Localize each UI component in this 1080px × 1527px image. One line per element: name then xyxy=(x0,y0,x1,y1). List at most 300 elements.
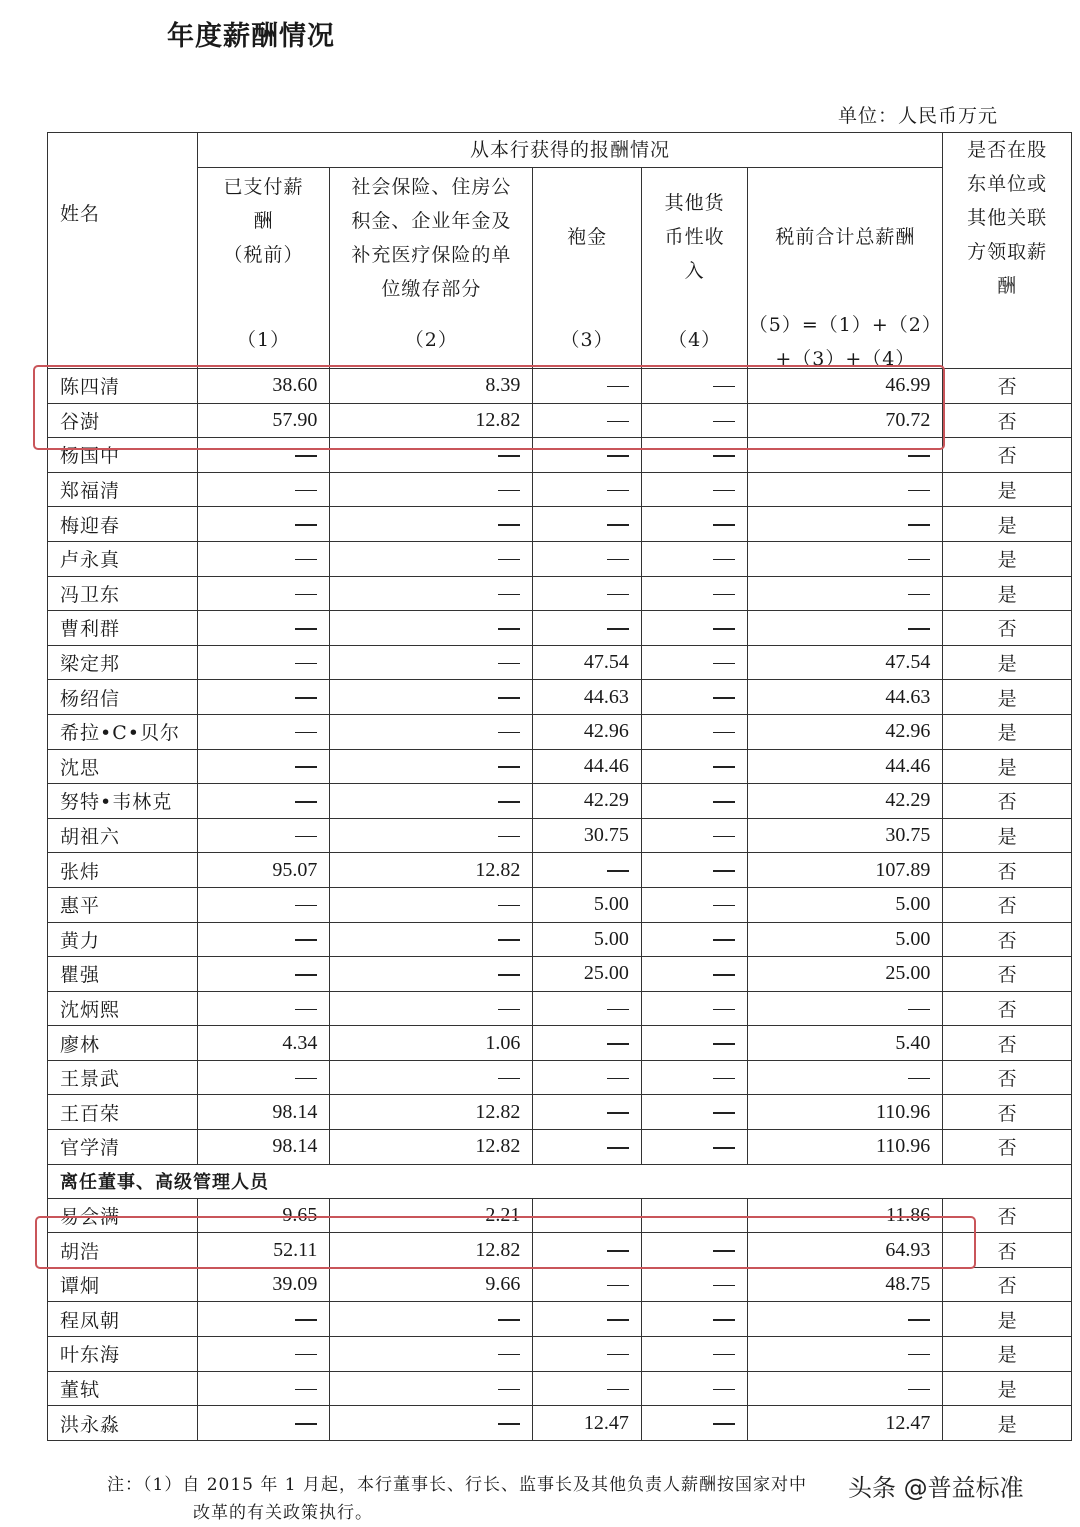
cell-name: 郑福清 xyxy=(48,472,198,507)
dash-placeholder xyxy=(295,1078,317,1080)
cell-fee xyxy=(533,1130,642,1165)
cell-other-income xyxy=(641,576,748,611)
cell-social-insurance xyxy=(330,472,533,507)
cell-paid-salary xyxy=(197,541,330,576)
cell-other-income xyxy=(641,1337,748,1372)
header-col4: 其他货 币性收 入 （4） xyxy=(641,168,748,369)
dash-placeholder xyxy=(713,1319,735,1321)
cell-fee xyxy=(533,369,642,404)
cell-other-income xyxy=(641,1130,748,1165)
cell-name: 梅迎春 xyxy=(48,507,198,542)
cell-related-party: 否 xyxy=(943,991,1072,1026)
dash-placeholder xyxy=(498,594,520,596)
cell-total xyxy=(748,1337,943,1372)
cell-fee xyxy=(533,1095,642,1130)
dash-placeholder xyxy=(908,1009,930,1011)
cell-fee: 42.29 xyxy=(533,784,642,819)
cell-other-income xyxy=(641,369,748,404)
cell-other-income xyxy=(641,714,748,749)
dash-placeholder xyxy=(295,697,317,699)
section-row-departed xyxy=(48,1164,1072,1198)
cell-social-insurance: 12.82 xyxy=(330,853,533,888)
table-row xyxy=(48,438,1072,473)
dash-placeholder xyxy=(713,421,735,423)
header-col1: 已支付薪 酬 （税前） （1） xyxy=(197,168,330,369)
cell-fee: 25.00 xyxy=(533,957,642,992)
dash-placeholder xyxy=(713,1009,735,1011)
dash-placeholder xyxy=(713,766,735,768)
cell-fee: 44.46 xyxy=(533,749,642,784)
dash-placeholder xyxy=(498,1319,520,1321)
dash-placeholder xyxy=(713,524,735,526)
cell-social-insurance: 1.06 xyxy=(330,1026,533,1061)
dash-placeholder xyxy=(713,1216,735,1218)
table-row xyxy=(48,1060,1072,1095)
dash-placeholder xyxy=(498,628,520,630)
cell-other-income xyxy=(641,991,748,1026)
cell-name: 希拉•C•贝尔 xyxy=(48,714,198,749)
cell-name: 杨国中 xyxy=(48,438,198,473)
cell-total: 42.29 xyxy=(748,784,943,819)
cell-paid-salary xyxy=(197,645,330,680)
cell-total: 48.75 xyxy=(748,1267,943,1302)
cell-other-income xyxy=(641,1302,748,1337)
table-row xyxy=(48,472,1072,507)
dash-placeholder xyxy=(295,663,317,665)
dash-placeholder xyxy=(607,386,629,388)
cell-social-insurance xyxy=(330,1302,533,1337)
dash-placeholder xyxy=(908,594,930,596)
dash-placeholder xyxy=(908,559,930,561)
cell-social-insurance xyxy=(330,507,533,542)
cell-related-party: 是 xyxy=(943,818,1072,853)
dash-placeholder xyxy=(498,1389,520,1391)
table-row xyxy=(48,1337,1072,1372)
cell-other-income xyxy=(641,853,748,888)
cell-social-insurance xyxy=(330,749,533,784)
cell-fee: 30.75 xyxy=(533,818,642,853)
cell-total: 47.54 xyxy=(748,645,943,680)
cell-fee: 44.63 xyxy=(533,680,642,715)
cell-social-insurance xyxy=(330,957,533,992)
cell-other-income xyxy=(641,1267,748,1302)
dash-placeholder xyxy=(713,939,735,941)
dash-placeholder xyxy=(713,870,735,872)
table-row xyxy=(48,1130,1072,1165)
cell-other-income xyxy=(641,784,748,819)
table-row xyxy=(48,1406,1072,1441)
cell-social-insurance xyxy=(330,680,533,715)
dash-placeholder xyxy=(908,455,930,457)
dash-placeholder xyxy=(713,1147,735,1149)
cell-total: 12.47 xyxy=(748,1406,943,1441)
cell-fee xyxy=(533,853,642,888)
dash-placeholder xyxy=(607,490,629,492)
cell-social-insurance xyxy=(330,784,533,819)
dash-placeholder xyxy=(498,663,520,665)
cell-social-insurance: 12.82 xyxy=(330,1095,533,1130)
cell-social-insurance: 2.21 xyxy=(330,1198,533,1233)
dash-placeholder xyxy=(498,559,520,561)
cell-social-insurance xyxy=(330,714,533,749)
cell-paid-salary: 4.34 xyxy=(197,1026,330,1061)
cell-social-insurance: 9.66 xyxy=(330,1267,533,1302)
cell-total: 30.75 xyxy=(748,818,943,853)
cell-total: 46.99 xyxy=(748,369,943,404)
dash-placeholder xyxy=(607,421,629,423)
dash-placeholder xyxy=(607,1250,629,1252)
dash-placeholder xyxy=(713,1354,735,1356)
header-col6: 是否在股 东单位或 其他关联 方领取薪 酬 xyxy=(943,133,1072,369)
cell-other-income xyxy=(641,438,748,473)
cell-paid-salary xyxy=(197,507,330,542)
cell-related-party: 是 xyxy=(943,1406,1072,1441)
cell-fee: 5.00 xyxy=(533,922,642,957)
cell-social-insurance xyxy=(330,576,533,611)
dash-placeholder xyxy=(607,1112,629,1114)
cell-social-insurance xyxy=(330,922,533,957)
cell-related-party: 是 xyxy=(943,1337,1072,1372)
cell-name: 谷澍 xyxy=(48,403,198,438)
dash-placeholder xyxy=(713,1078,735,1080)
cell-fee xyxy=(533,1233,642,1268)
dash-placeholder xyxy=(607,1043,629,1045)
dash-placeholder xyxy=(295,801,317,803)
dash-placeholder xyxy=(713,1389,735,1391)
cell-other-income xyxy=(641,749,748,784)
cell-social-insurance: 8.39 xyxy=(330,369,533,404)
table-row xyxy=(48,1026,1072,1061)
cell-total: 42.96 xyxy=(748,714,943,749)
cell-fee: 42.96 xyxy=(533,714,642,749)
table-row xyxy=(48,576,1072,611)
cell-total: 110.96 xyxy=(748,1095,943,1130)
cell-related-party: 否 xyxy=(943,853,1072,888)
dash-placeholder xyxy=(908,1354,930,1356)
cell-name: 陈四清 xyxy=(48,369,198,404)
cell-total: 64.93 xyxy=(748,1233,943,1268)
dash-placeholder xyxy=(908,1389,930,1391)
cell-total xyxy=(748,472,943,507)
cell-related-party: 是 xyxy=(943,645,1072,680)
cell-other-income xyxy=(641,887,748,922)
dash-placeholder xyxy=(713,697,735,699)
table-row xyxy=(48,680,1072,715)
cell-total: 25.00 xyxy=(748,957,943,992)
cell-total: 5.00 xyxy=(748,887,943,922)
dash-placeholder xyxy=(713,490,735,492)
cell-name: 沈炳熙 xyxy=(48,991,198,1026)
section-label: 离任董事、高级管理人员 xyxy=(48,1164,1072,1198)
cell-name: 黄力 xyxy=(48,922,198,957)
dash-placeholder xyxy=(607,1389,629,1391)
cell-paid-salary xyxy=(197,991,330,1026)
dash-placeholder xyxy=(713,628,735,630)
cell-other-income xyxy=(641,403,748,438)
cell-name: 瞿强 xyxy=(48,957,198,992)
dash-placeholder xyxy=(607,455,629,457)
cell-related-party: 是 xyxy=(943,472,1072,507)
dash-placeholder xyxy=(295,1009,317,1011)
footnote-line1: 注：（1）自 2015 年 1 月起，本行董事长、行长、监事长及其他负责人薪酬按国家对中 xyxy=(107,1475,808,1495)
cell-name: 董轼 xyxy=(48,1371,198,1406)
cell-paid-salary xyxy=(197,680,330,715)
dash-placeholder xyxy=(713,1112,735,1114)
cell-total: 44.63 xyxy=(748,680,943,715)
cell-total xyxy=(748,438,943,473)
dash-placeholder xyxy=(713,905,735,907)
header-name: 姓名 xyxy=(48,133,198,369)
cell-name: 卢永真 xyxy=(48,541,198,576)
cell-related-party: 是 xyxy=(943,680,1072,715)
cell-name: 胡祖六 xyxy=(48,818,198,853)
cell-name: 杨绍信 xyxy=(48,680,198,715)
cell-paid-salary xyxy=(197,922,330,957)
cell-social-insurance xyxy=(330,1060,533,1095)
cell-name: 叶东海 xyxy=(48,1337,198,1372)
cell-related-party: 否 xyxy=(943,1233,1072,1268)
table-row xyxy=(48,853,1072,888)
table-row xyxy=(48,1302,1072,1337)
dash-placeholder xyxy=(908,524,930,526)
cell-total: 70.72 xyxy=(748,403,943,438)
table-row xyxy=(48,645,1072,680)
cell-paid-salary xyxy=(197,611,330,646)
dash-placeholder xyxy=(713,594,735,596)
table-row xyxy=(48,749,1072,784)
cell-fee xyxy=(533,1198,642,1233)
dash-placeholder xyxy=(295,490,317,492)
cell-name: 官学清 xyxy=(48,1130,198,1165)
cell-related-party: 否 xyxy=(943,922,1072,957)
cell-paid-salary: 98.14 xyxy=(197,1095,330,1130)
dash-placeholder xyxy=(498,836,520,838)
cell-fee xyxy=(533,1371,642,1406)
dash-placeholder xyxy=(295,628,317,630)
header-col5: 税前合计总薪酬 （5）=（1）+（2） +（3）+（4） xyxy=(748,168,943,369)
cell-related-party: 否 xyxy=(943,1198,1072,1233)
cell-paid-salary xyxy=(197,1337,330,1372)
cell-other-income xyxy=(641,541,748,576)
cell-social-insurance xyxy=(330,818,533,853)
cell-related-party: 是 xyxy=(943,576,1072,611)
dash-placeholder xyxy=(498,905,520,907)
cell-name: 张炜 xyxy=(48,853,198,888)
cell-fee xyxy=(533,438,642,473)
cell-social-insurance xyxy=(330,438,533,473)
cell-other-income xyxy=(641,1233,748,1268)
cell-name: 易会满 xyxy=(48,1198,198,1233)
dash-placeholder xyxy=(607,1216,629,1218)
cell-paid-salary xyxy=(197,714,330,749)
dash-placeholder xyxy=(713,1285,735,1287)
cell-name: 谭炯 xyxy=(48,1267,198,1302)
cell-social-insurance xyxy=(330,1337,533,1372)
dash-placeholder xyxy=(713,386,735,388)
cell-related-party: 是 xyxy=(943,749,1072,784)
cell-name: 程凤朝 xyxy=(48,1302,198,1337)
table-row xyxy=(48,922,1072,957)
cell-total: 5.00 xyxy=(748,922,943,957)
cell-social-insurance: 12.82 xyxy=(330,403,533,438)
cell-related-party: 否 xyxy=(943,784,1072,819)
dash-placeholder xyxy=(607,870,629,872)
cell-social-insurance xyxy=(330,887,533,922)
cell-name: 梁定邦 xyxy=(48,645,198,680)
cell-fee xyxy=(533,541,642,576)
cell-fee xyxy=(533,1267,642,1302)
cell-related-party: 否 xyxy=(943,611,1072,646)
dash-placeholder xyxy=(498,766,520,768)
cell-name: 曹利群 xyxy=(48,611,198,646)
dash-placeholder xyxy=(713,801,735,803)
dash-placeholder xyxy=(498,1078,520,1080)
table-row xyxy=(48,507,1072,542)
dash-placeholder xyxy=(607,1354,629,1356)
dash-placeholder xyxy=(498,697,520,699)
dash-placeholder xyxy=(607,1147,629,1149)
cell-fee xyxy=(533,1060,642,1095)
cell-fee xyxy=(533,576,642,611)
cell-total: 11.86 xyxy=(748,1198,943,1233)
cell-fee xyxy=(533,991,642,1026)
cell-name: 王百荣 xyxy=(48,1095,198,1130)
cell-name: 冯卫东 xyxy=(48,576,198,611)
cell-fee: 47.54 xyxy=(533,645,642,680)
table-row xyxy=(48,1267,1072,1302)
dash-placeholder xyxy=(295,455,317,457)
dash-placeholder xyxy=(607,1078,629,1080)
cell-paid-salary xyxy=(197,1302,330,1337)
cell-fee xyxy=(533,1302,642,1337)
dash-placeholder xyxy=(713,1250,735,1252)
dash-placeholder xyxy=(498,490,520,492)
cell-paid-salary xyxy=(197,887,330,922)
cell-total xyxy=(748,611,943,646)
cell-total: 5.40 xyxy=(748,1026,943,1061)
table-row xyxy=(48,784,1072,819)
dash-placeholder xyxy=(295,732,317,734)
cell-total: 107.89 xyxy=(748,853,943,888)
cell-paid-salary xyxy=(197,472,330,507)
dash-placeholder xyxy=(908,628,930,630)
cell-related-party: 否 xyxy=(943,1026,1072,1061)
cell-related-party: 否 xyxy=(943,1095,1072,1130)
cell-fee xyxy=(533,1337,642,1372)
cell-related-party: 否 xyxy=(943,369,1072,404)
cell-social-insurance xyxy=(330,611,533,646)
table-row xyxy=(48,1198,1072,1233)
cell-paid-salary xyxy=(197,749,330,784)
cell-fee xyxy=(533,472,642,507)
table-row xyxy=(48,991,1072,1026)
cell-other-income xyxy=(641,1026,748,1061)
dash-placeholder xyxy=(295,594,317,596)
dash-placeholder xyxy=(295,905,317,907)
cell-fee: 12.47 xyxy=(533,1406,642,1441)
cell-related-party: 是 xyxy=(943,1302,1072,1337)
dash-placeholder xyxy=(295,524,317,526)
table-row xyxy=(48,1233,1072,1268)
unit-label: 单位：人民币万元 xyxy=(838,105,999,127)
cell-paid-salary: 95.07 xyxy=(197,853,330,888)
cell-fee: 5.00 xyxy=(533,887,642,922)
cell-social-insurance: 12.82 xyxy=(330,1130,533,1165)
table-row xyxy=(48,611,1072,646)
cell-fee xyxy=(533,403,642,438)
dash-placeholder xyxy=(498,1354,520,1356)
cell-social-insurance xyxy=(330,1406,533,1441)
header-group: 从本行获得的报酬情况 xyxy=(197,133,943,168)
cell-paid-salary xyxy=(197,957,330,992)
dash-placeholder xyxy=(295,1319,317,1321)
watermark: 头条 @普益标准 xyxy=(848,1474,1024,1502)
dash-placeholder xyxy=(607,628,629,630)
dash-placeholder xyxy=(498,801,520,803)
page-title: 年度薪酬情况 xyxy=(167,21,335,52)
cell-social-insurance: 12.82 xyxy=(330,1233,533,1268)
cell-other-income xyxy=(641,1406,748,1441)
cell-name: 王景武 xyxy=(48,1060,198,1095)
cell-social-insurance xyxy=(330,645,533,680)
header-col2: 社会保险、住房公 积金、企业年金及 补充医疗保险的单 位缴存部分 （2） xyxy=(330,168,533,369)
cell-name: 廖林 xyxy=(48,1026,198,1061)
cell-paid-salary xyxy=(197,784,330,819)
cell-paid-salary: 52.11 xyxy=(197,1233,330,1268)
dash-placeholder xyxy=(498,1009,520,1011)
cell-social-insurance xyxy=(330,1371,533,1406)
cell-paid-salary: 57.90 xyxy=(197,403,330,438)
table-row xyxy=(48,541,1072,576)
cell-paid-salary xyxy=(197,438,330,473)
table-row xyxy=(48,1371,1072,1406)
cell-other-income xyxy=(641,818,748,853)
cell-paid-salary xyxy=(197,818,330,853)
dash-placeholder xyxy=(713,1423,735,1425)
cell-social-insurance xyxy=(330,991,533,1026)
cell-paid-salary xyxy=(197,1060,330,1095)
cell-total xyxy=(748,1060,943,1095)
cell-paid-salary xyxy=(197,1406,330,1441)
cell-other-income xyxy=(641,1060,748,1095)
cell-other-income xyxy=(641,957,748,992)
dash-placeholder xyxy=(908,490,930,492)
dash-placeholder xyxy=(295,559,317,561)
cell-related-party: 否 xyxy=(943,1060,1072,1095)
header-col3: 袍金 （3） xyxy=(533,168,642,369)
cell-social-insurance xyxy=(330,541,533,576)
table-row xyxy=(48,957,1072,992)
table-row xyxy=(48,1095,1072,1130)
dash-placeholder xyxy=(713,836,735,838)
dash-placeholder xyxy=(607,1319,629,1321)
cell-total: 44.46 xyxy=(748,749,943,784)
cell-fee xyxy=(533,1026,642,1061)
cell-other-income xyxy=(641,472,748,507)
dash-placeholder xyxy=(295,1423,317,1425)
dash-placeholder xyxy=(607,594,629,596)
cell-other-income xyxy=(641,611,748,646)
dash-placeholder xyxy=(713,455,735,457)
dash-placeholder xyxy=(295,974,317,976)
dash-placeholder xyxy=(498,524,520,526)
cell-total: 110.96 xyxy=(748,1130,943,1165)
cell-related-party: 是 xyxy=(943,1371,1072,1406)
dash-placeholder xyxy=(908,1319,930,1321)
cell-total xyxy=(748,507,943,542)
cell-paid-salary xyxy=(197,1371,330,1406)
cell-paid-salary: 9.65 xyxy=(197,1198,330,1233)
